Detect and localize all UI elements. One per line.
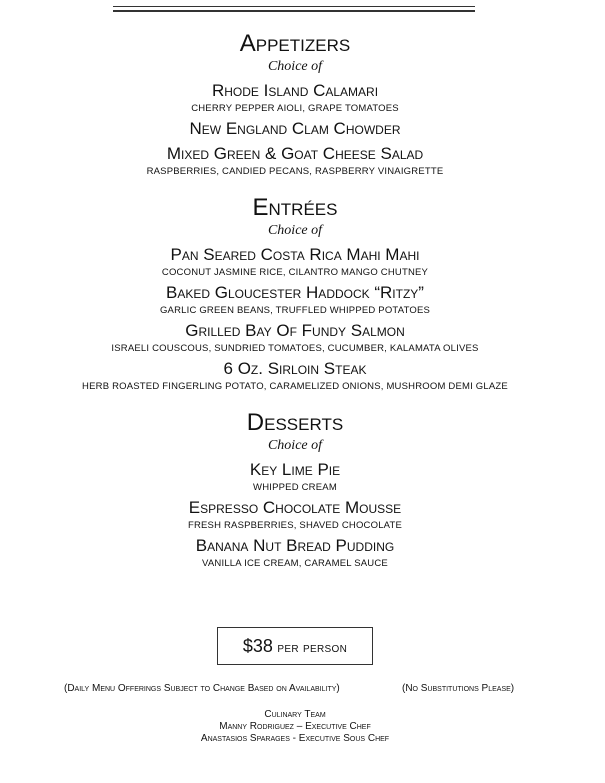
dish-description: CHERRY PEPPER AIOLI, GRAPE TOMATOES: [191, 103, 399, 114]
culinary-team: [0, 709, 590, 745]
dish-name: Espresso Chocolate Mousse: [188, 498, 402, 517]
price-area: [0, 627, 590, 665]
choice-of-label: Choice of: [267, 223, 323, 238]
dish-description: VANILLA ICE CREAM, CARAMEL SAUCE: [202, 558, 388, 569]
dish-name: Rhode Island Calamari: [211, 81, 379, 100]
price-amount: $38: [242, 636, 273, 656]
dish-name: Grilled Bay Of Fundy Salmon: [185, 321, 405, 340]
dish-name: Key Lime Pie: [249, 460, 341, 479]
section-desserts: [0, 409, 590, 570]
dish-name: Pan Seared Costa Rica Mahi Mahi: [170, 245, 420, 264]
dish-description: ISRAELI COUSCOUS, SUNDRIED TOMATOES, CUCUMBER, KALAMATA OLIVES: [111, 343, 479, 354]
dish-description: GARLIC GREEN BEANS, TRUFFLED WHIPPED POTATOES: [159, 305, 431, 316]
dish-description: FRESH RASPBERRIES, SHAVED CHOCOLATE: [187, 520, 403, 531]
dish-name: Baked Gloucester Haddock “Ritzy”: [166, 283, 424, 302]
choice-of-label: Choice of: [267, 59, 323, 74]
price-box: [217, 627, 373, 665]
dish-description: RASPBERRIES, CANDIED PECANS, RASPBERRY VINAIGRETTE: [146, 166, 444, 177]
team-member: Anastasios Sparages - Executive Sous Chef: [200, 733, 390, 744]
section-title: Appetizers: [239, 30, 351, 57]
dish-description: WHIPPED CREAM: [253, 482, 337, 493]
section-entrees: [0, 194, 590, 393]
menu-body: [0, 30, 590, 586]
dish-name: 6 Oz. Sirloin Steak: [223, 359, 367, 378]
team-member: Manny Rodriguez – Executive Chef: [219, 721, 371, 732]
substitutions-note: (No Substitutions Please): [402, 683, 515, 694]
section-title: Entrées: [252, 194, 338, 221]
dish-name: New England Clam Chowder: [189, 119, 401, 138]
section-appetizers: [0, 30, 590, 178]
team-heading: Culinary Team: [264, 709, 326, 720]
dish-description: HERB ROASTED FINGERLING POTATO, CARAMELIZED ONIONS, MUSHROOM DEMI GLAZE: [82, 381, 508, 392]
dish-name: Mixed Green & Goat Cheese Salad: [166, 144, 424, 163]
choice-of-label: Choice of: [267, 438, 323, 453]
dish-description: COCONUT JASMINE RICE, CILANTRO MANGO CHUTNEY: [161, 267, 429, 278]
top-rule-thick: [113, 10, 475, 12]
price-per-person: per person: [277, 639, 348, 655]
availability-note: (Daily Menu Offerings Subject to Change Based on Availability): [64, 683, 340, 694]
top-rule-thin: [113, 6, 475, 7]
section-title: Desserts: [246, 409, 344, 436]
dish-name: Banana Nut Bread Pudding: [195, 536, 395, 555]
